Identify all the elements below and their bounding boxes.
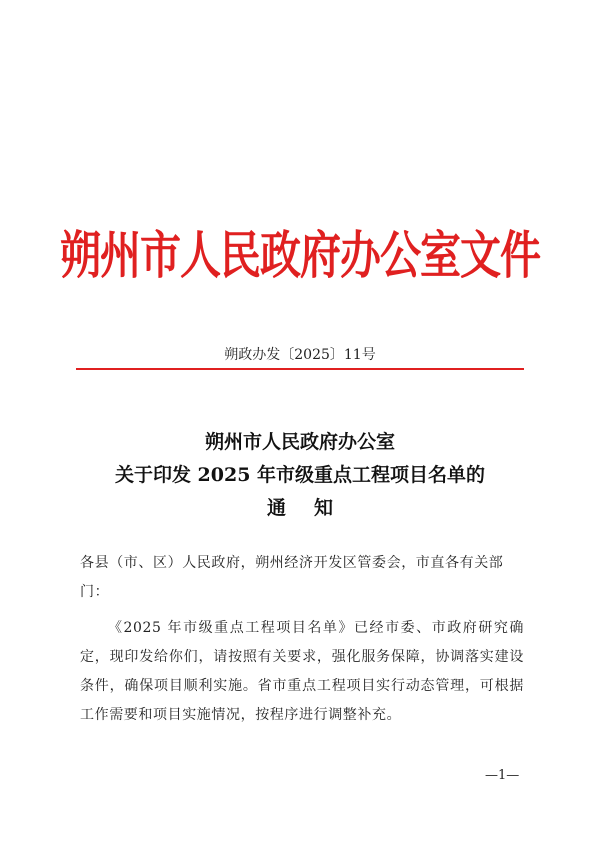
notice-title-line-2: 关于印发 2025 年市级重点工程项目名单的	[114, 464, 486, 486]
page-number: —1—	[485, 768, 520, 783]
red-separator-line	[76, 368, 524, 370]
notice-title-line-1: 朔州市人民政府办公室	[204, 431, 395, 453]
body-paragraph: 《2025 年市级重点工程项目名单》已经市委、市政府研究确定，现印发给你们，请按照有关要求，强化服务保障，协调落实建设条件，确保项目顺利实施。省市重点工程项目实行动态管理，可根据工作需要和项目实施情况，按程序进行调整补充。	[80, 620, 524, 723]
document-number: 朔政办发〔2025〕11号	[224, 347, 376, 363]
salutation: 各县（市、区）人民政府，朔州经济开发区管委会，市直各有关部门：	[80, 555, 504, 600]
notice-title-line-3: 通知	[266, 497, 361, 519]
notice-title	[0, 426, 600, 525]
issuer-header-title: 朔州市人民政府办公室文件	[60, 225, 540, 286]
